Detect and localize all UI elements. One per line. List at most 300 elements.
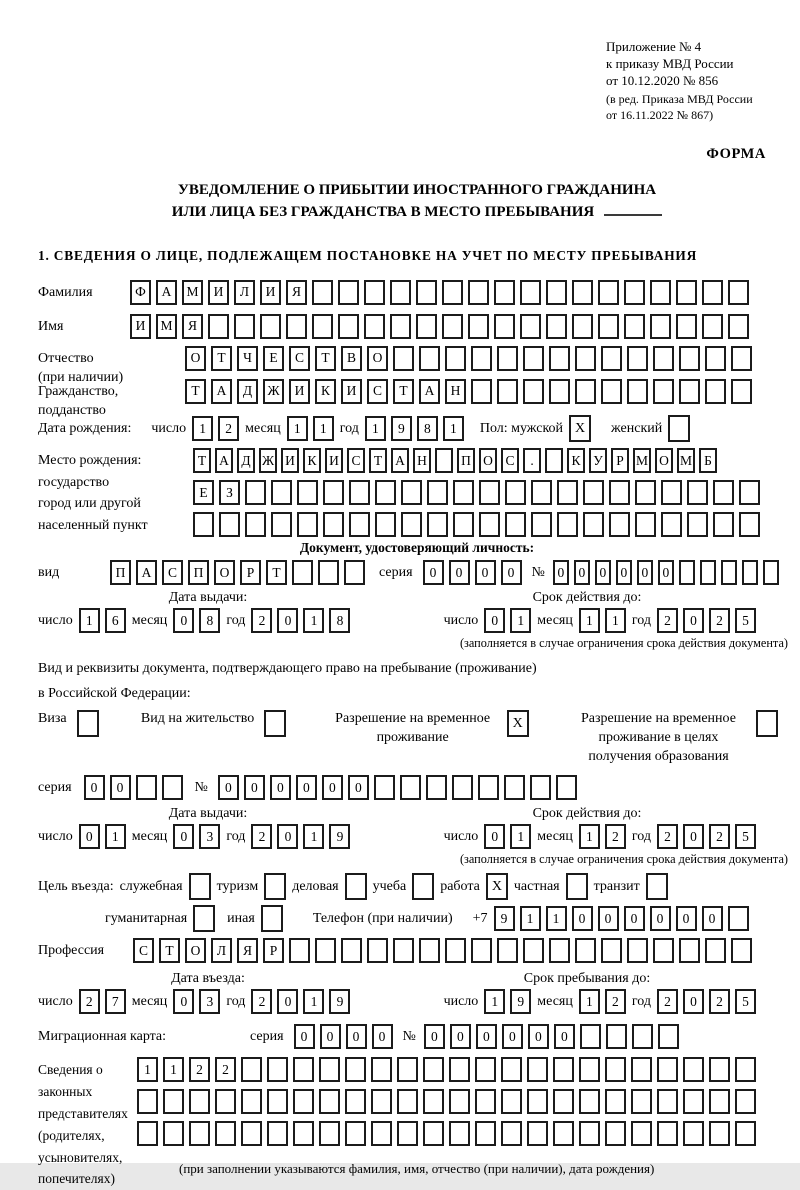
char-cell[interactable] [453,480,474,505]
char-cell[interactable]: О [185,346,206,371]
char-cell[interactable] [374,775,395,800]
char-cell[interactable]: Д [237,379,258,404]
char-cell[interactable]: Я [182,314,203,339]
char-cell[interactable]: 0 [348,775,369,800]
char-cell[interactable] [338,280,359,305]
char-cell[interactable] [679,379,700,404]
char-cell[interactable] [683,1057,704,1082]
char-cell[interactable]: 0 [683,824,704,849]
char-cell[interactable]: О [367,346,388,371]
char-cell[interactable] [345,1089,366,1114]
char-cell[interactable]: 9 [391,416,412,441]
purpose-other-checkbox[interactable] [261,905,283,932]
char-cell[interactable]: 5 [735,824,756,849]
char-cell[interactable]: 2 [189,1057,210,1082]
visa-checkbox[interactable] [77,710,99,737]
char-cell[interactable] [416,280,437,305]
char-cell[interactable] [598,280,619,305]
char-cell[interactable] [531,512,552,537]
char-cell[interactable]: П [457,448,475,473]
char-cell[interactable] [549,938,570,963]
char-cell[interactable]: 0 [173,989,194,1014]
char-cell[interactable]: П [188,560,209,585]
char-cell[interactable]: 2 [657,608,678,633]
char-cell[interactable]: С [133,938,154,963]
char-cell[interactable] [728,280,749,305]
char-cell[interactable] [397,1089,418,1114]
char-cell[interactable] [427,480,448,505]
sex-male-checkbox[interactable]: X [569,415,591,442]
char-cell[interactable]: 0 [424,1024,445,1049]
char-cell[interactable]: Д [237,448,255,473]
char-cell[interactable] [390,314,411,339]
char-cell[interactable] [349,480,370,505]
char-cell[interactable] [442,280,463,305]
char-cell[interactable] [292,560,313,585]
char-cell[interactable]: Л [234,280,255,305]
char-cell[interactable] [739,480,760,505]
char-cell[interactable] [572,280,593,305]
char-cell[interactable] [397,1057,418,1082]
char-cell[interactable] [189,1089,210,1114]
char-cell[interactable]: 9 [494,906,515,931]
char-cell[interactable] [341,938,362,963]
char-cell[interactable]: 0 [624,906,645,931]
char-cell[interactable] [676,314,697,339]
char-cell[interactable] [136,775,157,800]
char-cell[interactable] [658,1024,679,1049]
char-cell[interactable]: 0 [676,906,697,931]
char-cell[interactable]: 2 [657,989,678,1014]
char-cell[interactable] [318,560,339,585]
char-cell[interactable]: 0 [475,560,496,585]
char-cell[interactable]: 1 [443,416,464,441]
char-cell[interactable]: 1 [520,906,541,931]
char-cell[interactable] [349,512,370,537]
char-cell[interactable]: 0 [528,1024,549,1049]
char-cell[interactable] [367,938,388,963]
char-cell[interactable]: 8 [417,416,438,441]
char-cell[interactable]: 0 [346,1024,367,1049]
char-cell[interactable] [468,314,489,339]
char-cell[interactable] [163,1089,184,1114]
char-cell[interactable] [709,1089,730,1114]
char-cell[interactable]: 0 [484,608,505,633]
char-cell[interactable] [735,1121,756,1146]
purpose-tourism-checkbox[interactable] [264,873,286,900]
char-cell[interactable] [702,314,723,339]
char-cell[interactable]: А [211,379,232,404]
char-cell[interactable] [731,346,752,371]
char-cell[interactable]: 0 [658,560,674,585]
char-cell[interactable] [579,1121,600,1146]
char-cell[interactable]: И [130,314,151,339]
char-cell[interactable]: 0 [553,560,569,585]
char-cell[interactable]: А [215,448,233,473]
char-cell[interactable]: 0 [595,560,611,585]
char-cell[interactable] [416,314,437,339]
char-cell[interactable] [661,480,682,505]
char-cell[interactable]: 5 [735,608,756,633]
char-cell[interactable] [742,560,758,585]
char-cell[interactable] [627,938,648,963]
char-cell[interactable]: 0 [79,824,100,849]
char-cell[interactable] [215,1121,236,1146]
char-cell[interactable] [297,512,318,537]
char-cell[interactable] [494,280,515,305]
char-cell[interactable]: 1 [313,416,334,441]
char-cell[interactable] [245,480,266,505]
char-cell[interactable]: И [289,379,310,404]
char-cell[interactable] [579,1089,600,1114]
char-cell[interactable]: 8 [329,608,350,633]
char-cell[interactable] [241,1089,262,1114]
char-cell[interactable] [687,512,708,537]
char-cell[interactable] [583,480,604,505]
char-cell[interactable]: Л [211,938,232,963]
char-cell[interactable] [763,560,779,585]
char-cell[interactable] [679,938,700,963]
char-cell[interactable] [520,314,541,339]
char-cell[interactable] [556,775,577,800]
char-cell[interactable]: 0 [173,824,194,849]
sex-female-checkbox[interactable] [668,415,690,442]
char-cell[interactable] [661,512,682,537]
char-cell[interactable]: 1 [510,608,531,633]
char-cell[interactable]: 2 [709,608,730,633]
char-cell[interactable] [449,1121,470,1146]
char-cell[interactable] [505,512,526,537]
char-cell[interactable]: К [567,448,585,473]
char-cell[interactable]: 0 [476,1024,497,1049]
char-cell[interactable] [657,1121,678,1146]
char-cell[interactable] [531,480,552,505]
char-cell[interactable] [527,1089,548,1114]
char-cell[interactable] [193,512,214,537]
char-cell[interactable]: 1 [137,1057,158,1082]
char-cell[interactable] [471,938,492,963]
char-cell[interactable] [713,512,734,537]
char-cell[interactable]: Р [240,560,261,585]
char-cell[interactable]: 2 [657,824,678,849]
char-cell[interactable]: 0 [637,560,653,585]
char-cell[interactable]: Т [159,938,180,963]
char-cell[interactable]: 0 [683,608,704,633]
char-cell[interactable]: 1 [303,824,324,849]
char-cell[interactable] [700,560,716,585]
char-cell[interactable] [505,480,526,505]
char-cell[interactable] [423,1057,444,1082]
char-cell[interactable] [323,480,344,505]
char-cell[interactable] [345,1057,366,1082]
char-cell[interactable] [549,346,570,371]
char-cell[interactable]: 8 [199,608,220,633]
char-cell[interactable] [419,346,440,371]
char-cell[interactable]: 0 [449,560,470,585]
char-cell[interactable] [393,938,414,963]
char-cell[interactable] [739,512,760,537]
purpose-study-checkbox[interactable] [412,873,434,900]
char-cell[interactable]: 2 [79,989,100,1014]
char-cell[interactable] [580,1024,601,1049]
char-cell[interactable]: 0 [683,989,704,1014]
purpose-official-checkbox[interactable] [189,873,211,900]
char-cell[interactable] [553,1057,574,1082]
char-cell[interactable]: 1 [303,989,324,1014]
char-cell[interactable] [442,314,463,339]
char-cell[interactable] [728,906,749,931]
char-cell[interactable] [705,379,726,404]
char-cell[interactable]: К [315,379,336,404]
char-cell[interactable] [241,1057,262,1082]
residence-permit-checkbox[interactable] [264,710,286,737]
char-cell[interactable]: 1 [579,608,600,633]
char-cell[interactable] [553,1121,574,1146]
char-cell[interactable]: 1 [579,989,600,1014]
char-cell[interactable] [364,314,385,339]
char-cell[interactable] [624,280,645,305]
char-cell[interactable]: 2 [218,416,239,441]
char-cell[interactable] [137,1089,158,1114]
char-cell[interactable] [657,1089,678,1114]
purpose-private-checkbox[interactable] [566,873,588,900]
char-cell[interactable]: 0 [598,906,619,931]
char-cell[interactable] [606,1024,627,1049]
char-cell[interactable] [208,314,229,339]
char-cell[interactable]: 1 [79,608,100,633]
char-cell[interactable]: М [182,280,203,305]
char-cell[interactable] [323,512,344,537]
purpose-work-checkbox[interactable]: X [486,873,508,900]
char-cell[interactable]: А [136,560,157,585]
temp-residence-education-checkbox[interactable] [756,710,778,737]
char-cell[interactable]: З [219,480,240,505]
char-cell[interactable] [605,1057,626,1082]
char-cell[interactable]: М [633,448,651,473]
char-cell[interactable]: П [110,560,131,585]
char-cell[interactable]: Ж [259,448,277,473]
char-cell[interactable]: 0 [270,775,291,800]
char-cell[interactable] [627,379,648,404]
char-cell[interactable] [453,512,474,537]
char-cell[interactable] [315,938,336,963]
char-cell[interactable]: 1 [287,416,308,441]
char-cell[interactable] [523,379,544,404]
char-cell[interactable]: Н [413,448,431,473]
char-cell[interactable]: 2 [251,608,272,633]
char-cell[interactable]: 1 [192,416,213,441]
char-cell[interactable]: С [501,448,519,473]
temp-residence-checkbox[interactable]: X [507,710,529,737]
char-cell[interactable]: 6 [105,608,126,633]
char-cell[interactable] [605,1121,626,1146]
char-cell[interactable] [475,1121,496,1146]
char-cell[interactable]: О [214,560,235,585]
char-cell[interactable] [297,480,318,505]
char-cell[interactable]: А [391,448,409,473]
char-cell[interactable]: 3 [199,989,220,1014]
char-cell[interactable]: Е [263,346,284,371]
char-cell[interactable]: 5 [735,989,756,1014]
char-cell[interactable] [471,346,492,371]
char-cell[interactable]: 0 [554,1024,575,1049]
char-cell[interactable] [475,1089,496,1114]
char-cell[interactable] [475,1057,496,1082]
char-cell[interactable]: С [162,560,183,585]
char-cell[interactable]: 2 [709,989,730,1014]
char-cell[interactable] [583,512,604,537]
char-cell[interactable] [687,480,708,505]
char-cell[interactable]: Ж [263,379,284,404]
char-cell[interactable]: 7 [105,989,126,1014]
char-cell[interactable]: 0 [294,1024,315,1049]
char-cell[interactable] [557,480,578,505]
char-cell[interactable] [189,1121,210,1146]
char-cell[interactable]: 1 [163,1057,184,1082]
char-cell[interactable] [435,448,453,473]
char-cell[interactable] [572,314,593,339]
char-cell[interactable] [549,379,570,404]
char-cell[interactable]: 9 [329,989,350,1014]
char-cell[interactable] [575,938,596,963]
char-cell[interactable] [312,314,333,339]
char-cell[interactable]: 0 [320,1024,341,1049]
char-cell[interactable] [624,314,645,339]
char-cell[interactable] [241,1121,262,1146]
char-cell[interactable]: 0 [423,560,444,585]
char-cell[interactable] [501,1057,522,1082]
char-cell[interactable] [721,560,737,585]
char-cell[interactable] [598,314,619,339]
char-cell[interactable] [520,280,541,305]
char-cell[interactable] [631,1121,652,1146]
char-cell[interactable] [371,1057,392,1082]
char-cell[interactable]: 0 [616,560,632,585]
char-cell[interactable] [605,1089,626,1114]
char-cell[interactable]: Ф [130,280,151,305]
char-cell[interactable]: С [347,448,365,473]
char-cell[interactable]: М [156,314,177,339]
char-cell[interactable] [579,1057,600,1082]
char-cell[interactable]: 0 [574,560,590,585]
char-cell[interactable] [445,346,466,371]
char-cell[interactable] [683,1089,704,1114]
char-cell[interactable] [609,512,630,537]
char-cell[interactable] [609,480,630,505]
char-cell[interactable] [653,379,674,404]
char-cell[interactable] [445,938,466,963]
char-cell[interactable] [527,1057,548,1082]
char-cell[interactable] [267,1089,288,1114]
char-cell[interactable] [245,512,266,537]
char-cell[interactable]: 0 [277,824,298,849]
char-cell[interactable]: О [479,448,497,473]
char-cell[interactable] [234,314,255,339]
char-cell[interactable]: Т [193,448,211,473]
char-cell[interactable]: Т [266,560,287,585]
char-cell[interactable]: Н [445,379,466,404]
char-cell[interactable]: 0 [450,1024,471,1049]
char-cell[interactable]: М [677,448,695,473]
char-cell[interactable] [401,512,422,537]
char-cell[interactable]: 0 [702,906,723,931]
char-cell[interactable] [293,1057,314,1082]
char-cell[interactable] [653,938,674,963]
char-cell[interactable]: 1 [484,989,505,1014]
char-cell[interactable] [452,775,473,800]
char-cell[interactable] [676,280,697,305]
char-cell[interactable] [344,560,365,585]
char-cell[interactable] [631,1057,652,1082]
char-cell[interactable]: 2 [605,989,626,1014]
purpose-business-checkbox[interactable] [345,873,367,900]
char-cell[interactable]: О [655,448,673,473]
char-cell[interactable]: 0 [277,989,298,1014]
char-cell[interactable] [260,314,281,339]
char-cell[interactable] [504,775,525,800]
char-cell[interactable] [494,314,515,339]
char-cell[interactable]: 0 [218,775,239,800]
char-cell[interactable] [631,1089,652,1114]
char-cell[interactable]: 1 [105,824,126,849]
char-cell[interactable] [632,1024,653,1049]
char-cell[interactable] [709,1121,730,1146]
char-cell[interactable] [163,1121,184,1146]
char-cell[interactable] [679,560,695,585]
char-cell[interactable] [601,346,622,371]
char-cell[interactable]: У [589,448,607,473]
char-cell[interactable] [601,379,622,404]
char-cell[interactable]: И [281,448,299,473]
char-cell[interactable] [271,480,292,505]
char-cell[interactable] [397,1121,418,1146]
char-cell[interactable] [393,346,414,371]
char-cell[interactable]: А [156,280,177,305]
char-cell[interactable] [546,314,567,339]
char-cell[interactable] [653,346,674,371]
char-cell[interactable]: Я [237,938,258,963]
char-cell[interactable] [215,1089,236,1114]
char-cell[interactable]: 1 [510,824,531,849]
char-cell[interactable] [419,938,440,963]
char-cell[interactable]: . [523,448,541,473]
char-cell[interactable]: Т [185,379,206,404]
char-cell[interactable] [427,512,448,537]
char-cell[interactable] [312,280,333,305]
char-cell[interactable]: 0 [484,824,505,849]
char-cell[interactable] [479,512,500,537]
char-cell[interactable]: 0 [372,1024,393,1049]
char-cell[interactable] [319,1121,340,1146]
char-cell[interactable] [478,775,499,800]
char-cell[interactable] [657,1057,678,1082]
char-cell[interactable]: Е [193,480,214,505]
char-cell[interactable] [497,346,518,371]
char-cell[interactable] [471,379,492,404]
char-cell[interactable]: К [303,448,321,473]
char-cell[interactable]: Т [369,448,387,473]
char-cell[interactable] [497,379,518,404]
char-cell[interactable] [375,480,396,505]
char-cell[interactable] [293,1121,314,1146]
char-cell[interactable] [557,512,578,537]
char-cell[interactable]: 1 [605,608,626,633]
char-cell[interactable]: Р [611,448,629,473]
char-cell[interactable] [400,775,421,800]
char-cell[interactable]: 0 [296,775,317,800]
char-cell[interactable] [375,512,396,537]
char-cell[interactable] [650,280,671,305]
